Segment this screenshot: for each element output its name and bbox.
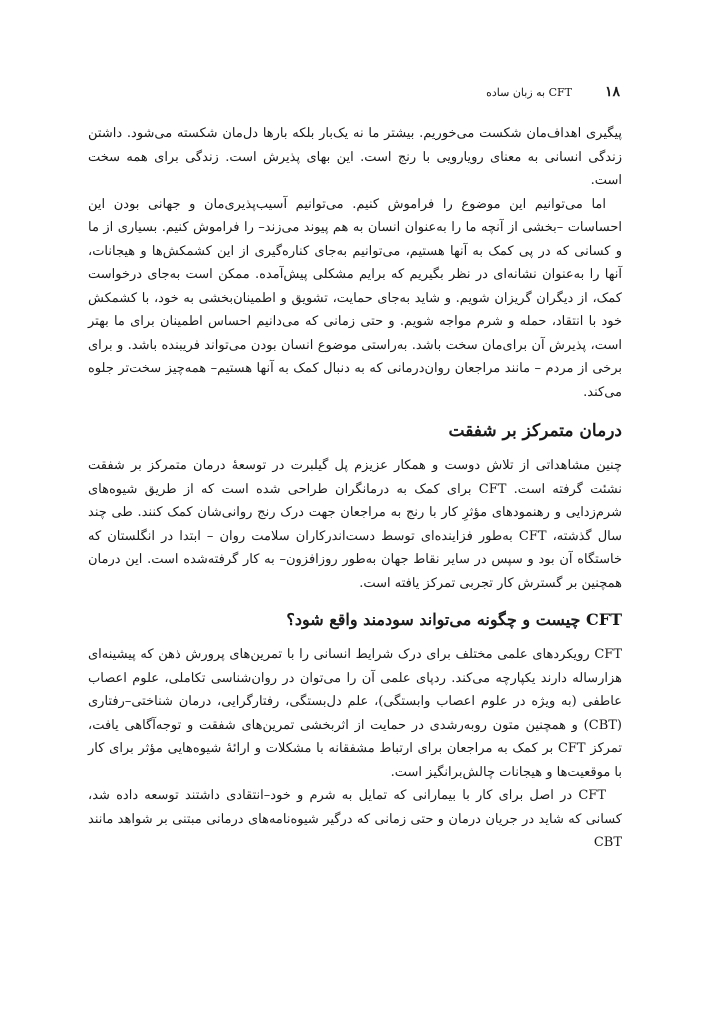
paragraph: اما می‌توانیم این موضوع را فراموش کنیم. می‌توانیم آسیب‌پذیری‌مان و جهانی بودن این احساسات –بخشی از آنچه ما را به‌عنوان انسان به هم پیوند می‌زند– را فراموش کنیم. بسیاری از ما و کسانی که در پی کمک به آنها هستیم، می‌توانیم به‌جای کناره‌گیری از این کشمکش‌ها و هیجانات، آنها را به‌عنوان نشانه‌ای در نظر بگیریم که برایم مشکلی پیش‌آمده. ممکن است به‌جای درخواست کمک، از دیگران گریزان شویم. و شاید به‌جای حمایت، تشویق و اطمینان‌بخشی به خود، با کشمکش خود با انتقاد، حمله و شرم مواجه شویم. و حتی زمانی که می‌دانیم احساس اطمینان برای ما بهتر است، پذیرش آن برای‌مان سخت باشد. به‌راستی موضوع انسان بودن می‌تواند فریبنده باشد. و برای برخی از مردم – مانند مراجعان روان‌درمانی که به دنبال کمک به آنها هستیم– همه‌چیز سخت‌تر جلوه می‌کند. <box>88 196 622 400</box>
page-number: ۱۸ <box>604 84 620 100</box>
paragraph: چنین مشاهداتی از تلاش دوست و همکار عزیزم پل گیلبرت در توسعهٔ درمان متمرکز بر شفقت نشئت گرفته است. CFT برای کمک به درمانگران طراحی شده است که از طریق شیوه‌های شرم‌زدایی و رهنمودهای مؤثرِ کار با رنج به مراجعان جهت درک رنج روانی‌شان کمک کنند. طی چند سال گذشته، CFT به‌طور فزاینده‌ای توسط دست‌اندرکاران سلامت روان – ابتدا در انگلستان که خاستگاه آن بود و سپس در سایر نقاط جهان به‌طور روزافزون– به کار گرفته‌شده است. این درمان همچنین بر گسترش کار تجربی تمرکز یافته است. <box>88 458 623 591</box>
paragraph: CFT رویکردهای علمی مختلف برای درک شرایط انسانی را با تمرین‌های پرورش ذهن که پیشینه‌ای هزارساله دارند یکپارچه می‌کند. ردپای علمی آن را می‌توان در روان‌شناسی تکاملی، علوم اعصاب عاطفی (به ویژه در علوم اعصاب وابستگی)، علم دل‌بستگی، رفتارگرایی، درمان شناختی–رفتاری (CBT) و همچنین متون روبه‌رشدی در حمایت از اثربخشی تمرین‌های شفقت و توجه‌آگاهی یافت، تمرکز CFT بر کمک به مراجعان برای ارتباط مشفقانه با مشکلات و ارائهٔ شیوه‌هایی مؤثر برای کار با موقعیت‌ها و هیجانات چالش‌برانگیز است. <box>88 647 622 780</box>
paragraph: پیگیری اهداف‌مان شکست می‌خوریم. بیشتر ما نه یک‌بار بلکه بارها دل‌مان شکسته می‌شود. داشتن زندگی انسانی به معنای رویارویی با رنج است. این بهای پذیرش است. زندگی برای همه سخت است. <box>88 126 622 188</box>
page-body <box>88 122 622 855</box>
running-header <box>90 84 620 106</box>
paragraph: CFT در اصل برای کار با بیمارانی که تمایل به شرم و خود–انتقادی داشتند توسعه داده شد، کسانی که شاید در جریان درمان و حتی زمانی که درگیر شیوه‌نامه‌های درمانی مبتنی بر شواهد مانند CBT <box>88 788 622 850</box>
section-heading: درمان متمرکز بر شفقت <box>448 421 622 441</box>
running-title: CFT به زبان ساده <box>486 86 572 99</box>
section-subheading: CFT چیست و چگونه می‌تواند سودمند واقع شود؟ <box>286 610 622 629</box>
